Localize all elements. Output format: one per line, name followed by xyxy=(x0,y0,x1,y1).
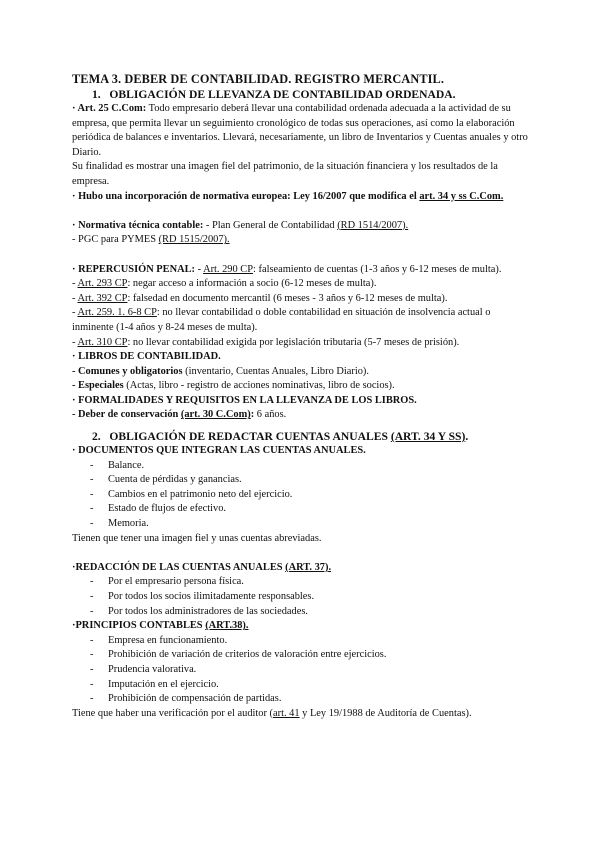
document-content xyxy=(72,72,530,721)
penal-item xyxy=(72,263,530,278)
document-title: TEMA 3. DEBER DE CONTABILIDAD. REGISTRO MERCANTIL. xyxy=(72,72,445,86)
conservacion-line xyxy=(72,408,530,423)
penal-article-text: : no llevar contabilidad exigida por legislación tributaria (5-7 meses de prisión). xyxy=(127,336,460,348)
section-2-link[interactable]: (ART. 34 Y SS) xyxy=(390,430,466,444)
pgc-text: - PGC para PYMES xyxy=(72,234,159,246)
redaccion-heading xyxy=(72,561,530,576)
redaccion-link[interactable]: (ART. 37). xyxy=(285,561,332,573)
list-item: - Prohibición de variación de criterios de valoración entre ejercicios. xyxy=(90,648,530,663)
principios-title: ·PRINCIPIOS CONTABLES xyxy=(72,620,206,632)
penal-article-link[interactable]: Art. 392 CP xyxy=(77,292,128,304)
normativa-lead: · Hubo una incorporación de normativa europea: Ley 16/2007 que modifica el xyxy=(72,190,420,202)
imagen-fiel-line: Tienen que tener una imagen fiel y unas cuentas abreviadas. xyxy=(72,532,322,544)
libros-especiales-line xyxy=(72,379,530,394)
principios-list xyxy=(72,634,530,707)
art25-paragraph xyxy=(72,102,530,160)
art25-label: · Art. 25 C.Com: xyxy=(72,103,147,114)
libros-comunes-line xyxy=(72,365,530,380)
comunes-text: (inventario, Cuentas Anuales, Libro Diario). xyxy=(182,365,369,377)
penal-article-link[interactable]: Art. 293 CP xyxy=(77,278,128,290)
documentos-list xyxy=(72,459,530,532)
penal-article-link[interactable]: Art. 290 CP xyxy=(203,263,254,275)
principios-link[interactable]: (ART.38). xyxy=(205,620,249,632)
section-2-heading xyxy=(72,429,530,444)
conservacion-label: - Deber de conservación xyxy=(72,409,181,421)
tecnica-link[interactable]: (RD 1514/2007). xyxy=(337,219,409,231)
formalidades-heading: · FORMALIDADES Y REQUISITOS EN LA LLEVANZA DE LOS LIBROS. xyxy=(72,394,417,406)
section-1-number: 1. xyxy=(92,88,101,101)
penal-article-text: : no llevar contabilidad o doble contabilidad en situación de insolvencia actual o inminente (1-4 años y 8-24 meses de multa). xyxy=(72,307,491,333)
penal-article-link[interactable]: Art. 310 CP xyxy=(77,336,128,348)
conservacion-colon: : xyxy=(250,409,255,421)
penal-article-text: : negar acceso a información a socio (6-12 meses de multa). xyxy=(127,278,377,290)
documentos-heading: · DOCUMENTOS QUE INTEGRAN LAS CUENTAS ANUALES. xyxy=(72,445,366,457)
normativa-europea-paragraph xyxy=(72,190,530,205)
penal-prefix: - xyxy=(72,278,78,290)
penal-article-text: : falseamiento de cuentas (1-3 años y 6-12 meses de multa). xyxy=(253,263,502,275)
spacer xyxy=(72,248,530,263)
list-item: - Empresa en funcionamiento. xyxy=(90,634,530,649)
list-item: - Por el empresario persona física. xyxy=(90,575,530,590)
especiales-text: (Actas, libro - registro de acciones nominativas, libro de socios). xyxy=(123,380,395,392)
tecnica-text: - Plan General de Contabilidad xyxy=(203,219,338,231)
penal-item xyxy=(72,306,530,335)
libros-heading: · LIBROS DE CONTABILIDAD. xyxy=(72,351,221,363)
pgc-pymes-line xyxy=(72,233,530,248)
list-item: - Por todos los socios ilimitadamente responsables. xyxy=(90,590,530,605)
list-item: - Estado de flujos de efectivo. xyxy=(90,502,530,517)
tecnica-label: · Normativa técnica contable: xyxy=(72,219,204,231)
penal-item xyxy=(72,336,530,351)
section-1-title: OBLIGACIÓN DE LLEVANZA DE CONTABILIDAD ORDENADA. xyxy=(109,88,456,101)
normativa-link[interactable]: art. 34 y ss C.Com. xyxy=(419,190,504,202)
penal-article-link[interactable]: Art. 259. 1. 6-8 CP xyxy=(77,307,157,319)
penal-item xyxy=(72,277,530,292)
verificacion-end: y Ley 19/1988 de Auditoría de Cuentas). xyxy=(299,707,472,719)
normativa-tecnica-line xyxy=(72,219,530,234)
verificacion-line xyxy=(72,707,530,722)
list-item: - Prudencia valorativa. xyxy=(90,663,530,678)
verificacion-link[interactable]: art. 41 xyxy=(273,707,300,719)
principios-heading xyxy=(72,619,530,634)
list-item: - Por todos los administradores de las sociedades. xyxy=(90,605,530,620)
penal-article-text: : falsedad en documento mercantil (6 meses - 3 años y 6-12 meses de multa). xyxy=(127,292,448,304)
list-item: - Memoria. xyxy=(90,517,530,532)
redaccion-title: ·REDACCIÓN DE LAS CUENTAS ANUALES xyxy=(72,561,286,573)
art25-text: Todo empresario deberá llevar una contabilidad ordenada adecuada a la actividad de su empresa, que permita llevar un seguimiento cronológico de todas sus operaciones, así como la elaboración periódica de balances e inventarios. Llevará, necesariamente, un libro de Inventarios y Cuentas anuales y otro Diario. xyxy=(72,103,528,158)
section-2-end: . xyxy=(465,430,469,444)
penal-lead: - xyxy=(194,263,204,275)
section-1-heading xyxy=(72,87,530,102)
penal-label: · REPERCUSIÓN PENAL: xyxy=(72,263,195,275)
list-item: - Prohibición de compensación de partidas. xyxy=(90,692,530,707)
verificacion-lead: Tiene que haber una verificación por el auditor ( xyxy=(72,707,274,719)
conservacion-text: 6 años. xyxy=(254,409,287,421)
penal-prefix: - xyxy=(72,292,78,304)
list-item: - Cambios en el patrimonio neto del ejercicio. xyxy=(90,488,530,503)
especiales-label: - Especiales xyxy=(72,380,124,392)
list-item: - Cuenta de pérdidas y ganancias. xyxy=(90,473,530,488)
conservacion-link[interactable]: (art. 30 C.Com) xyxy=(180,409,251,421)
penal-item xyxy=(72,292,530,307)
list-item: - Balance. xyxy=(90,459,530,474)
penal-prefix: - xyxy=(72,307,78,319)
comunes-label: - Comunes y obligatorios xyxy=(72,365,183,377)
finalidad-paragraph: Su finalidad es mostrar una imagen fiel del patrimonio, de la situación financiera y los resultados de la empresa. xyxy=(72,161,498,187)
spacer xyxy=(72,204,530,219)
redaccion-list xyxy=(72,575,530,619)
list-item: - Imputación en el ejercicio. xyxy=(90,678,530,693)
section-2-number: 2. xyxy=(92,430,101,444)
penal-prefix: - xyxy=(72,336,78,348)
section-2-title: OBLIGACIÓN DE REDACTAR CUENTAS ANUALES xyxy=(109,430,391,444)
spacer xyxy=(72,546,530,561)
pgc-link[interactable]: (RD 1515/2007). xyxy=(158,234,230,246)
